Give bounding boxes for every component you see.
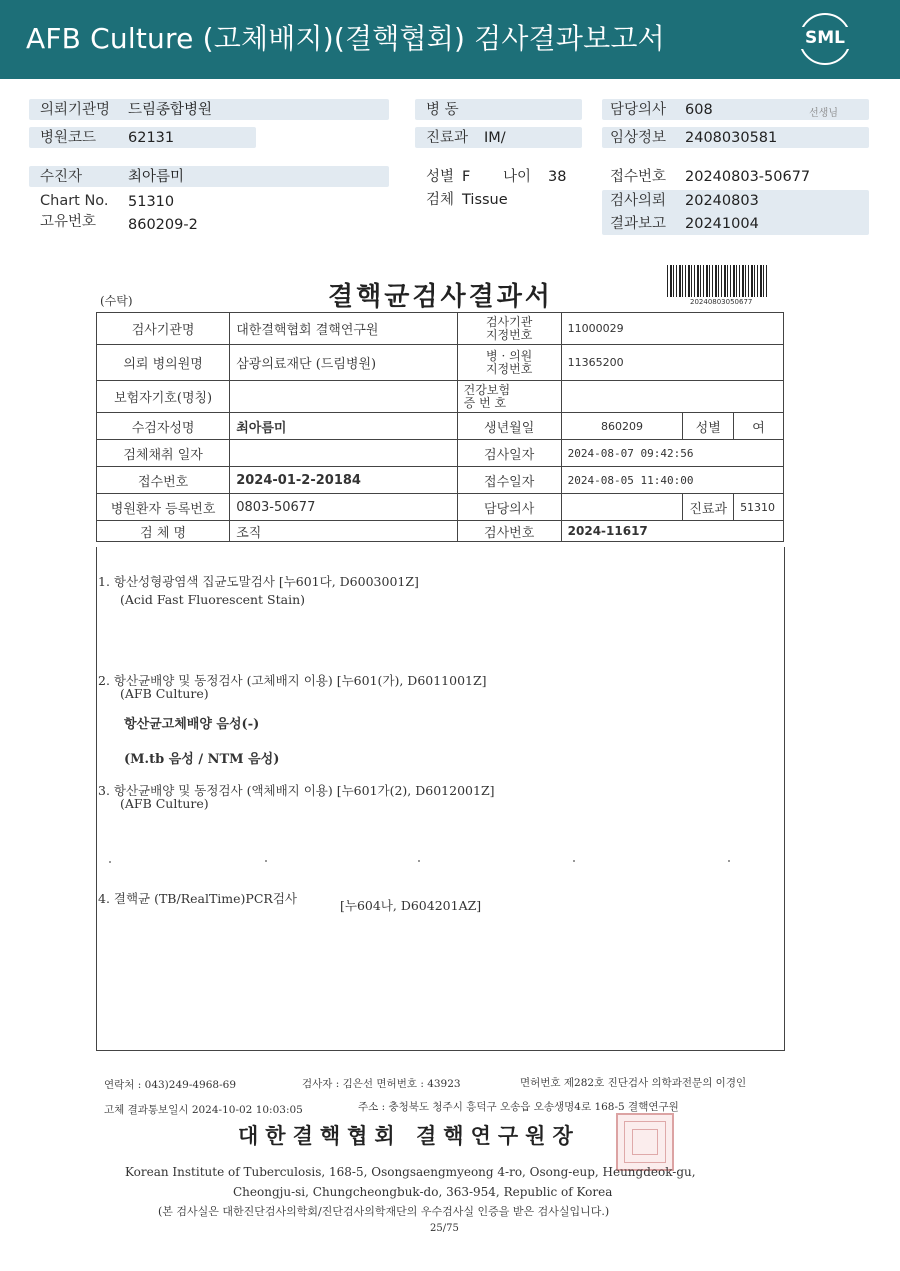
table-row [97, 467, 784, 494]
unique-label: 고유번호 [40, 214, 97, 230]
sex-label: 성별 [426, 169, 455, 185]
age-value: 38 [548, 169, 567, 185]
table-cell: 2024-11617 [561, 521, 783, 542]
footer-examiner: 검사자 : 김은선 면허번호 : 43923 [302, 1078, 461, 1090]
hospital-code-label: 병원코드 [40, 130, 97, 146]
report-title: AFB Culture (고체배지)(결핵협회) 검사결과보고서 [26, 22, 665, 55]
table-row [97, 440, 784, 467]
footer-certification: (본 검사실은 대한진단검사의학회/진단검사의학재단의 우수검사실 인증을 받은 검사실입니다.) [158, 1205, 610, 1218]
table-row [97, 521, 784, 542]
table-cell: 담당의사 [457, 494, 561, 521]
table-cell: 검사번호 [457, 521, 561, 542]
table-cell: 접수일자 [457, 467, 561, 494]
report-value: 20241004 [685, 216, 759, 232]
table-cell: 검사기관 지정번호 [457, 313, 561, 345]
barcode-number: 20240803050677 [690, 298, 753, 306]
test-3-title: 3. 항산균배양 및 동정검사 (액체배지 이용) [누601가(2), D6012001Z] [98, 783, 495, 798]
table-cell: 최아름미 [230, 413, 457, 440]
chart-label: Chart No. [40, 193, 109, 209]
sml-logo [799, 13, 851, 65]
test-2-subtitle: (AFB Culture) [120, 686, 209, 701]
page-number: 25/75 [430, 1223, 459, 1234]
footer-english-1: Korean Institute of Tuberculosis, 168-5, Osongsaengmyeong 4-ro, Osong-eup, Heungdeok-gu, [125, 1165, 696, 1179]
table-cell: 검 체 명 [97, 521, 230, 542]
commission-label: (수탁) [100, 294, 133, 308]
barcode [667, 265, 767, 297]
table-cell: 51310 [734, 494, 784, 521]
result-form-table [96, 312, 784, 542]
receipt-value: 20240803-50677 [685, 169, 811, 185]
patient-bar [29, 166, 389, 187]
official-seal [616, 1113, 674, 1171]
test-2-result: 항산균고체배양 음성(-) [124, 717, 260, 732]
doctor-suffix: 선생님 [809, 108, 838, 119]
table-cell: 11365200 [561, 345, 783, 381]
logo-text: SML [799, 27, 851, 49]
table-cell: 0803-50677 [230, 494, 457, 521]
table-cell: 건강보험 증 번 호 [457, 381, 561, 413]
table-cell [561, 381, 783, 413]
table-cell [230, 381, 457, 413]
table-row [97, 381, 784, 413]
footer-contact: 연락처 : 043)249-4968-69 [104, 1079, 236, 1091]
chart-value: 51310 [128, 194, 175, 210]
dept-label: 진료과 [426, 130, 469, 146]
table-cell [561, 494, 683, 521]
table-cell: 2024-01-2-20184 [230, 467, 457, 494]
test-1-title: 1. 항산성형광염색 집균도말검사 [누601다, D6003001Z] [98, 574, 419, 589]
table-cell: 여 [734, 413, 784, 440]
footer-org: 대한결핵협회 결핵연구원장 [238, 1123, 580, 1148]
patient-value: 최아름미 [128, 169, 185, 185]
specimen-label: 검체 [426, 192, 455, 208]
table-row [97, 494, 784, 521]
test-1-subtitle: (Acid Fast Fluorescent Stain) [120, 592, 306, 607]
table-cell: 생년월일 [457, 413, 561, 440]
table-cell: 성별 [683, 413, 734, 440]
request-label: 검사의뢰 [610, 193, 667, 209]
table-cell: 진료과 [683, 494, 734, 521]
unique-value: 860209-2 [128, 217, 198, 233]
scan-title: 결핵균검사결과서 [328, 282, 553, 312]
test-4-title: 4. 결핵균 (TB/RealTime)PCR검사 [98, 891, 297, 906]
doctor-value: 608 [685, 102, 713, 118]
patient-label: 수진자 [40, 169, 83, 185]
table-cell: 보험자기호(명칭) [97, 381, 230, 413]
doctor-label: 담당의사 [610, 102, 667, 118]
clinical-value: 2408030581 [685, 130, 778, 146]
table-cell: 2024-08-05 11:40:00 [561, 467, 783, 494]
hospital-code-value: 62131 [128, 130, 175, 146]
table-cell: 860209 [561, 413, 683, 440]
table-cell: 삼광의료재단 (드림병원) [230, 345, 457, 381]
table-cell: 2024-08-07 09:42:56 [561, 440, 783, 467]
ward-label: 병 동 [426, 102, 459, 118]
specimen-value: Tissue [462, 192, 508, 208]
test-2-result-detail: (M.tb 음성 / NTM 음성) [124, 752, 280, 767]
table-cell: 병 · 의원 지정번호 [457, 345, 561, 381]
institution-label: 의뢰기관명 [40, 102, 111, 118]
test-3-subtitle: (AFB Culture) [120, 796, 209, 811]
clinical-label: 임상정보 [610, 130, 667, 146]
request-value: 20240803 [685, 193, 759, 209]
table-cell: 검사기관명 [97, 313, 230, 345]
table-cell: 11000029 [561, 313, 783, 345]
table-cell: 대한결핵협회 결핵연구원 [230, 313, 457, 345]
table-row [97, 313, 784, 345]
table-cell: 수검자성명 [97, 413, 230, 440]
sex-value: F [462, 169, 471, 185]
table-row [97, 413, 784, 440]
report-label: 결과보고 [610, 216, 667, 232]
footer-english-2: Cheongju-si, Chungcheongbuk-do, 363-954, Republic of Korea [233, 1185, 613, 1199]
dept-value: IM/ [484, 130, 506, 146]
receipt-label: 접수번호 [610, 169, 667, 185]
table-cell [230, 440, 457, 467]
report-header [0, 0, 900, 79]
table-row [97, 345, 784, 381]
table-cell: 의뢰 병의원명 [97, 345, 230, 381]
table-cell: 접수번호 [97, 467, 230, 494]
test-4-code: [누604나, D604201AZ] [340, 898, 482, 913]
table-cell: 조직 [230, 521, 457, 542]
table-cell: 검체채취 일자 [97, 440, 230, 467]
footer-address: 주소 : 충청북도 청주시 흥덕구 오송읍 오송생명4로 168-5 결핵연구원 [358, 1101, 679, 1113]
age-label: 나이 [503, 169, 532, 185]
table-cell: 검사일자 [457, 440, 561, 467]
table-cell: 병원환자 등록번호 [97, 494, 230, 521]
footer-notify: 고체 결과통보일시 2024-10-02 10:03:05 [104, 1104, 303, 1116]
test-2-title: 2. 항산균배양 및 동정검사 (고체배지 이용) [누601(가), D6011001Z] [98, 673, 487, 688]
institution-value: 드림종합병원 [128, 102, 213, 118]
footer-license: 면허번호 제282호 진단검사 의학과전문의 이경인 [520, 1077, 747, 1089]
